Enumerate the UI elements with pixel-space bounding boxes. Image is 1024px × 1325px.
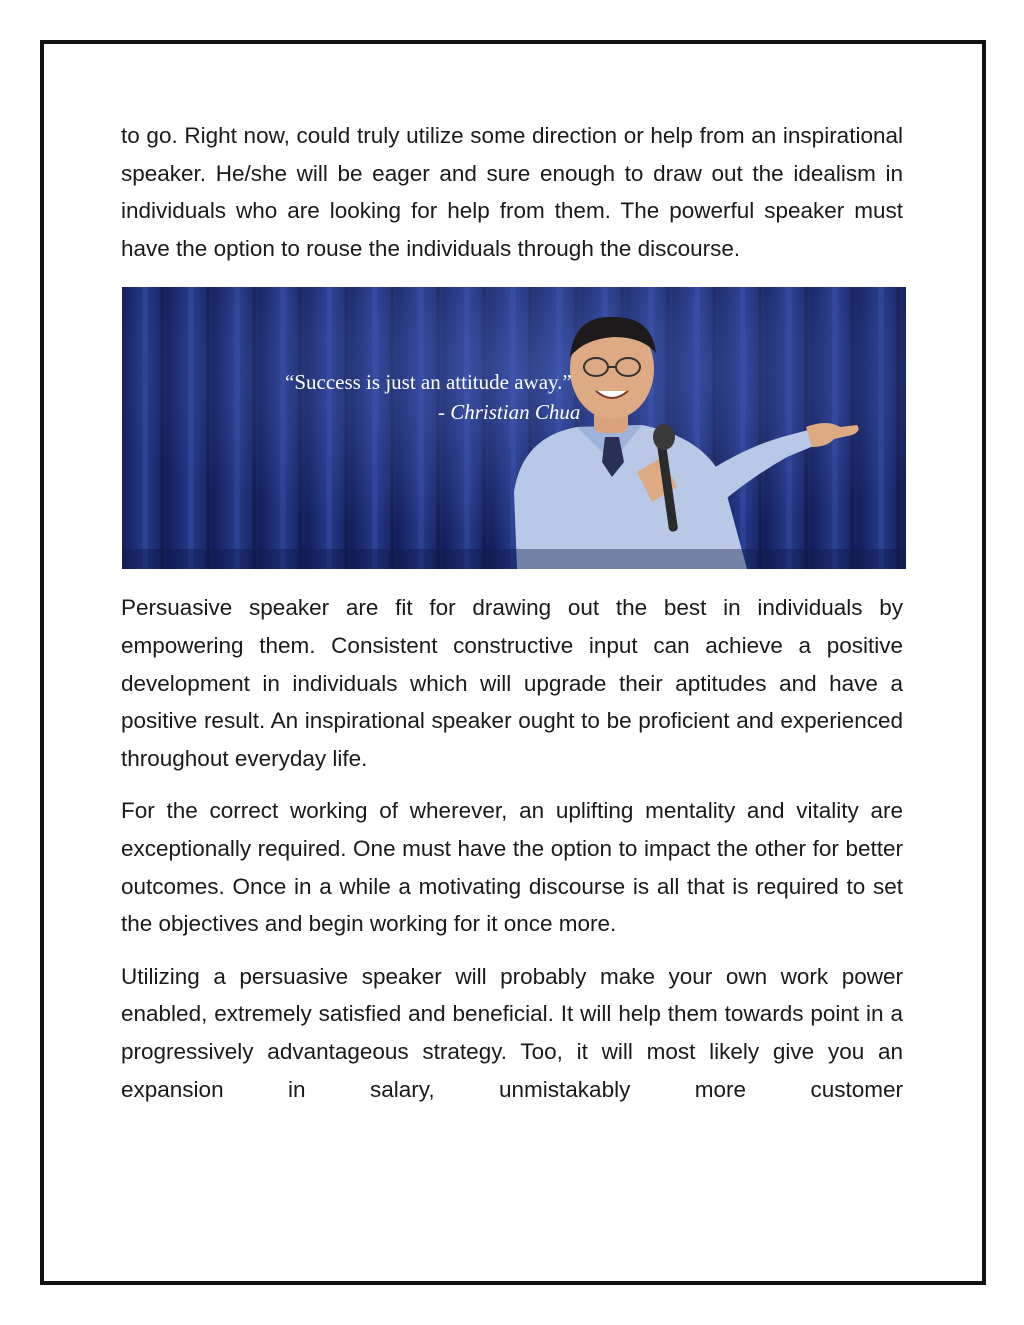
speaker-photo xyxy=(122,287,906,569)
photo-quote-author: - Christian Chua xyxy=(438,400,581,425)
paragraph-2: Persuasive speaker are fit for drawing out the best in individuals by empowering them. Consistent constructive input can achieve a positive development in individuals which will upgrade their aptitudes and have a positive result. An inspirational speaker ought to be proficient and experienced throughout everyday life. xyxy=(121,595,903,771)
paragraph-4: Utilizing a persuasive speaker will probably make your own work power enabled, extremely satisfied and beneficial. It will help them towards point in a progressively advantageous strategy. Too, it will most likely give you an expansion in salary, unmistakably more customer xyxy=(121,963,903,1102)
document-body xyxy=(121,117,903,1108)
speaker-photo-illustration xyxy=(122,287,906,569)
paragraph-1: to go. Right now, could truly utilize some direction or help from an inspirational speaker. He/she will be eager and sure enough to draw out the idealism in individuals who are looking for help from them. The powerful speaker must have the option to rouse the individuals through the discourse. xyxy=(121,123,903,261)
photo-quote: “Success is just an attitude away.” xyxy=(285,370,572,395)
paragraph-3: For the correct working of wherever, an uplifting mentality and vitality are exceptionally required. One must have the option to impact the other for better outcomes. Once in a while a motivating discourse is all that is required to set the objectives and begin working for it once more. xyxy=(121,798,903,937)
